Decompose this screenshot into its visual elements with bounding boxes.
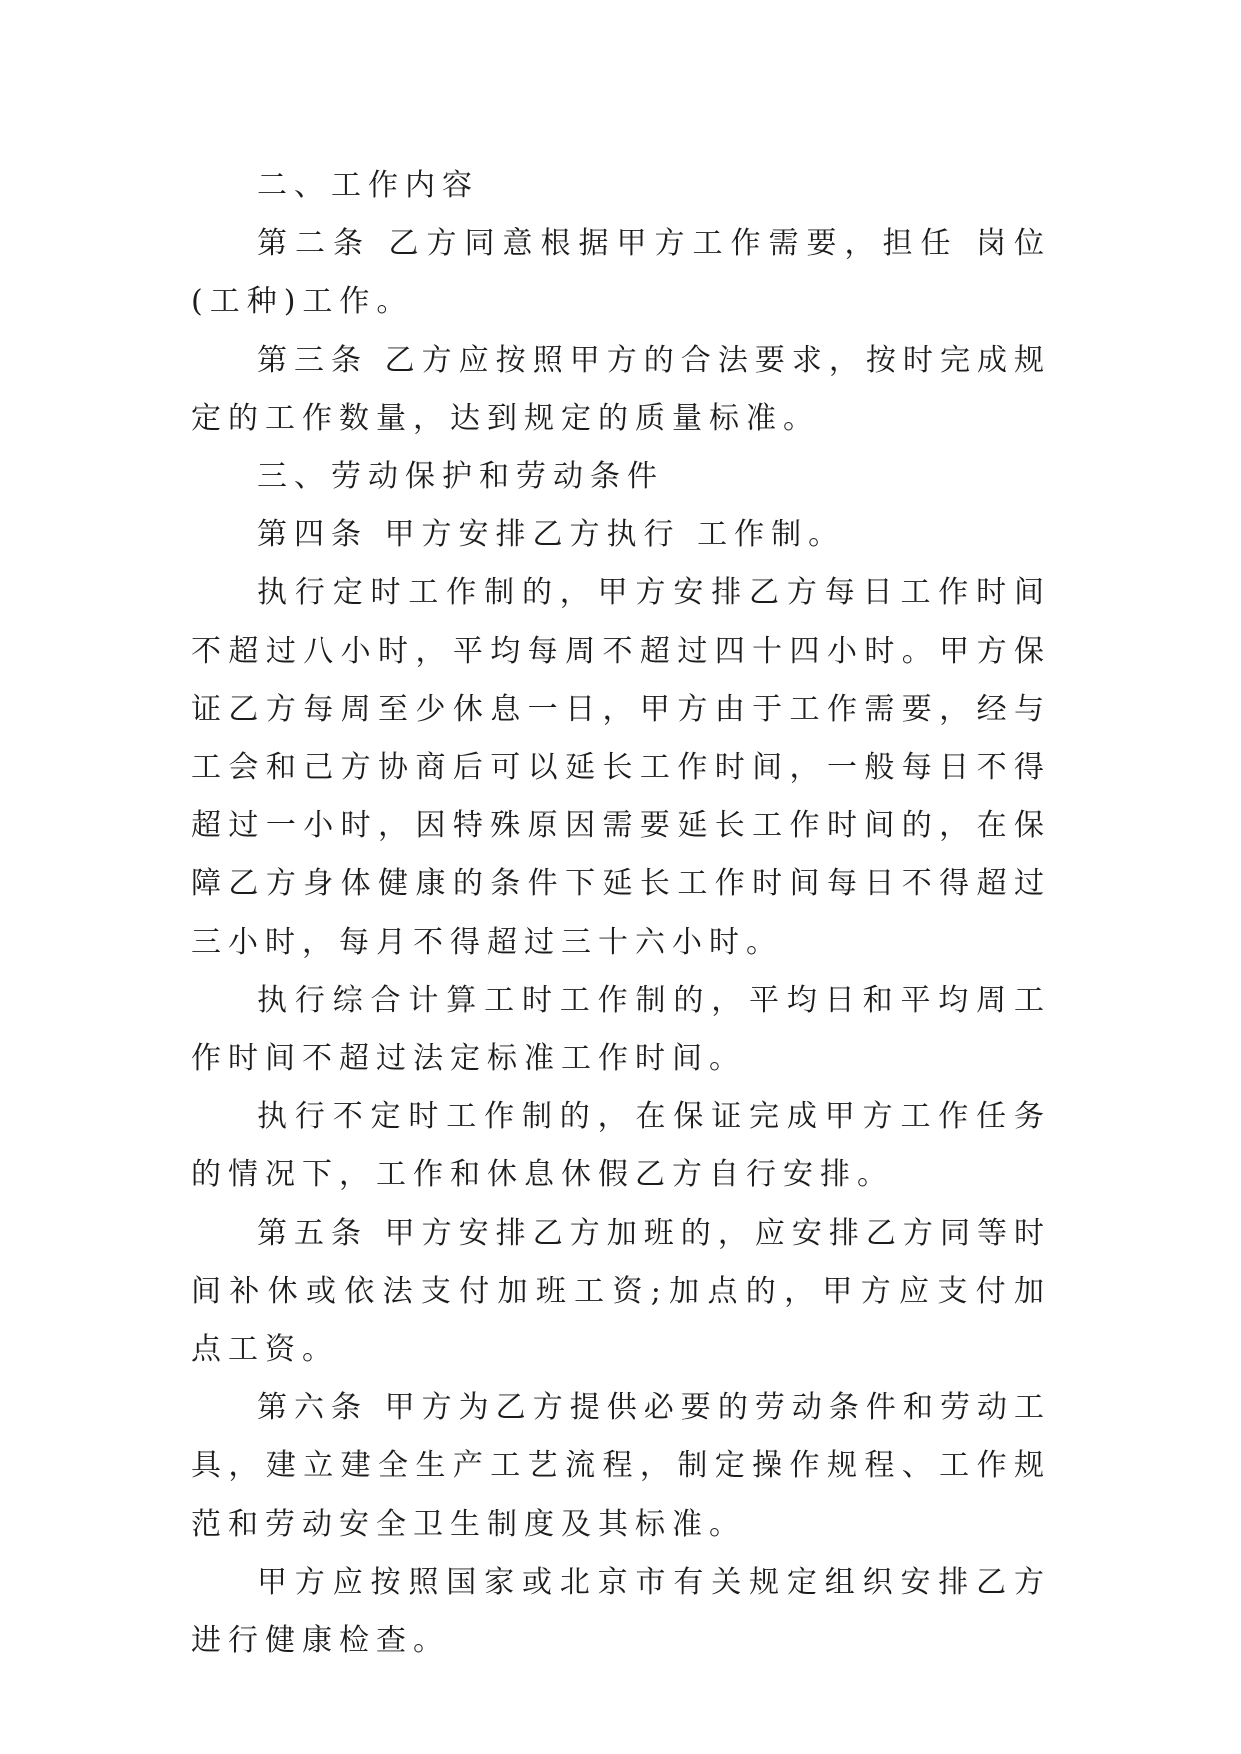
fixed-hours-paragraph: 执行定时工作制的，甲方安排乙方每日工作时间不超过八小时，平均每周不超过四十四小时。甲方保证乙方每周至少休息一日，甲方由于工作需要，经与工会和己方协商后可以延长工作时间，一般每日不得超过一小时，因特殊原因需要延长工作时间的，在保障乙方身体健康的条件下延长工作时间每日不得超过三小时，每月不得超过三十六小时。: [191, 575, 1051, 960]
comprehensive-hours-paragraph: 执行综合计算工时工作制的，平均日和平均周工作时间不超过法定标准工作时间。: [191, 982, 1051, 1077]
article-3-paragraph: 第三条 乙方应按照甲方的合法要求，按时完成规定的工作数量，达到规定的质量标准。: [191, 342, 1051, 436]
flexible-hours-paragraph: 执行不定时工作制的，在保证完成甲方工作任务的情况下，工作和休息休假乙方自行安排。: [191, 1099, 1051, 1193]
article-5-paragraph: 第五条 甲方安排乙方加班的，应安排乙方同等时间补休或依法支付加班工资;加点的，甲方应支付加点工资。: [191, 1215, 1051, 1368]
section-heading-work-content: 二、工作内容: [257, 168, 479, 203]
health-check-paragraph: 甲方应按照国家或北京市有关规定组织安排乙方进行健康检查。: [191, 1564, 1051, 1659]
section-heading-labor-protection: 三、劳动保护和劳动条件: [257, 459, 664, 495]
article-4-paragraph: 第四条 甲方安排乙方执行 工作制。: [257, 517, 846, 553]
article-6-paragraph: 第六条 甲方为乙方提供必要的劳动条件和劳动工具，建立建全生产工艺流程，制定操作规程、工作规范和劳动安全卫生制度及其标准。: [191, 1390, 1051, 1542]
article-2-paragraph: 第二条 乙方同意根据甲方工作需要，担任 岗位(工种)工作。: [191, 226, 1051, 320]
document-body: [191, 157, 1051, 1670]
